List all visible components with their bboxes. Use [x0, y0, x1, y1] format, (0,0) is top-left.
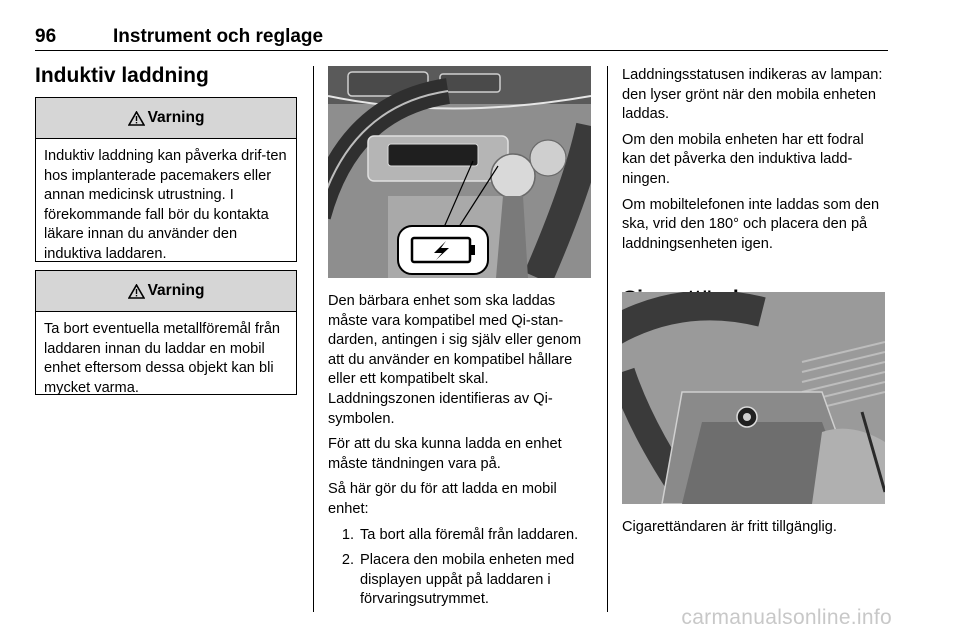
inductive-charger-photo	[328, 66, 591, 278]
warning-header	[36, 271, 296, 312]
warning-label: Varning	[147, 109, 205, 126]
paragraph: Laddningsstatusen indikeras av lampan: den lyser grönt när den mobila enheten laddas.	[622, 67, 883, 123]
cigarette-lighter-caption: Cigarettändaren är fritt tillgänglig.	[622, 519, 837, 535]
warning-label: Varning	[147, 282, 205, 299]
column-divider-right	[607, 66, 608, 612]
paragraph: Den bärbara enhet som ska laddas måste vara kompatibel med Qi-stan-darden, antingen i sig själv eller genom att du använder en kompatibel hållare eller ett kompatibelt skal. Laddningszonen identifieras av Qi-symbolen.	[328, 293, 582, 427]
warning-header	[36, 98, 296, 139]
charging-battery-icon	[398, 226, 488, 274]
right-column-text	[622, 66, 890, 260]
paragraph: Om den mobila enheten har ett fodral kan det påverka den induktiva ladd-ningen.	[622, 131, 864, 187]
step-number: 2.	[341, 552, 354, 569]
step-number: 1.	[341, 526, 354, 543]
instruction-list	[328, 526, 596, 610]
paragraph: Om mobiltelefonen inte laddas som den ska, vrid den 180° och placera den på laddningsenheten igen.	[622, 196, 880, 252]
header-divider	[35, 50, 888, 51]
watermark: carmanualsonline.info	[681, 606, 892, 629]
step-text: Placera den mobila enheten med displayen uppåt på laddaren i förvaringsutrymmet.	[360, 552, 575, 608]
warning-triangle-icon	[128, 284, 145, 299]
warning-box-1	[35, 97, 297, 262]
cigarette-lighter-photo	[622, 292, 885, 504]
warning-triangle-icon	[128, 111, 145, 126]
paragraph: För att du ska kunna ladda en enhet måste tändningen vara på.	[328, 436, 562, 472]
list-item	[328, 551, 596, 610]
list-item	[328, 526, 596, 546]
middle-column-text	[328, 292, 596, 616]
column-divider-left	[313, 66, 314, 612]
section-title: Induktiv laddning	[35, 64, 209, 87]
chapter-title: Instrument och reglage	[113, 26, 324, 47]
paragraph: Så här gör du för att ladda en mobil enhet:	[328, 481, 557, 517]
warning-text: Induktiv laddning kan påverka drif-ten hos implanterade pacemakers eller annan medicinsk utrustning. I förekommande fall bör du kontakta läkare innan du använder den induktiva laddaren.	[44, 148, 287, 262]
step-text: Ta bort alla föremål från laddaren.	[360, 526, 579, 543]
warning-box-2	[35, 270, 297, 395]
page-number: 96	[35, 26, 57, 47]
warning-text: Ta bort eventuella metallföremål från laddaren innan du laddar en mobil enhet eftersom dessa objekt kan bli mycket varma.	[44, 321, 281, 396]
